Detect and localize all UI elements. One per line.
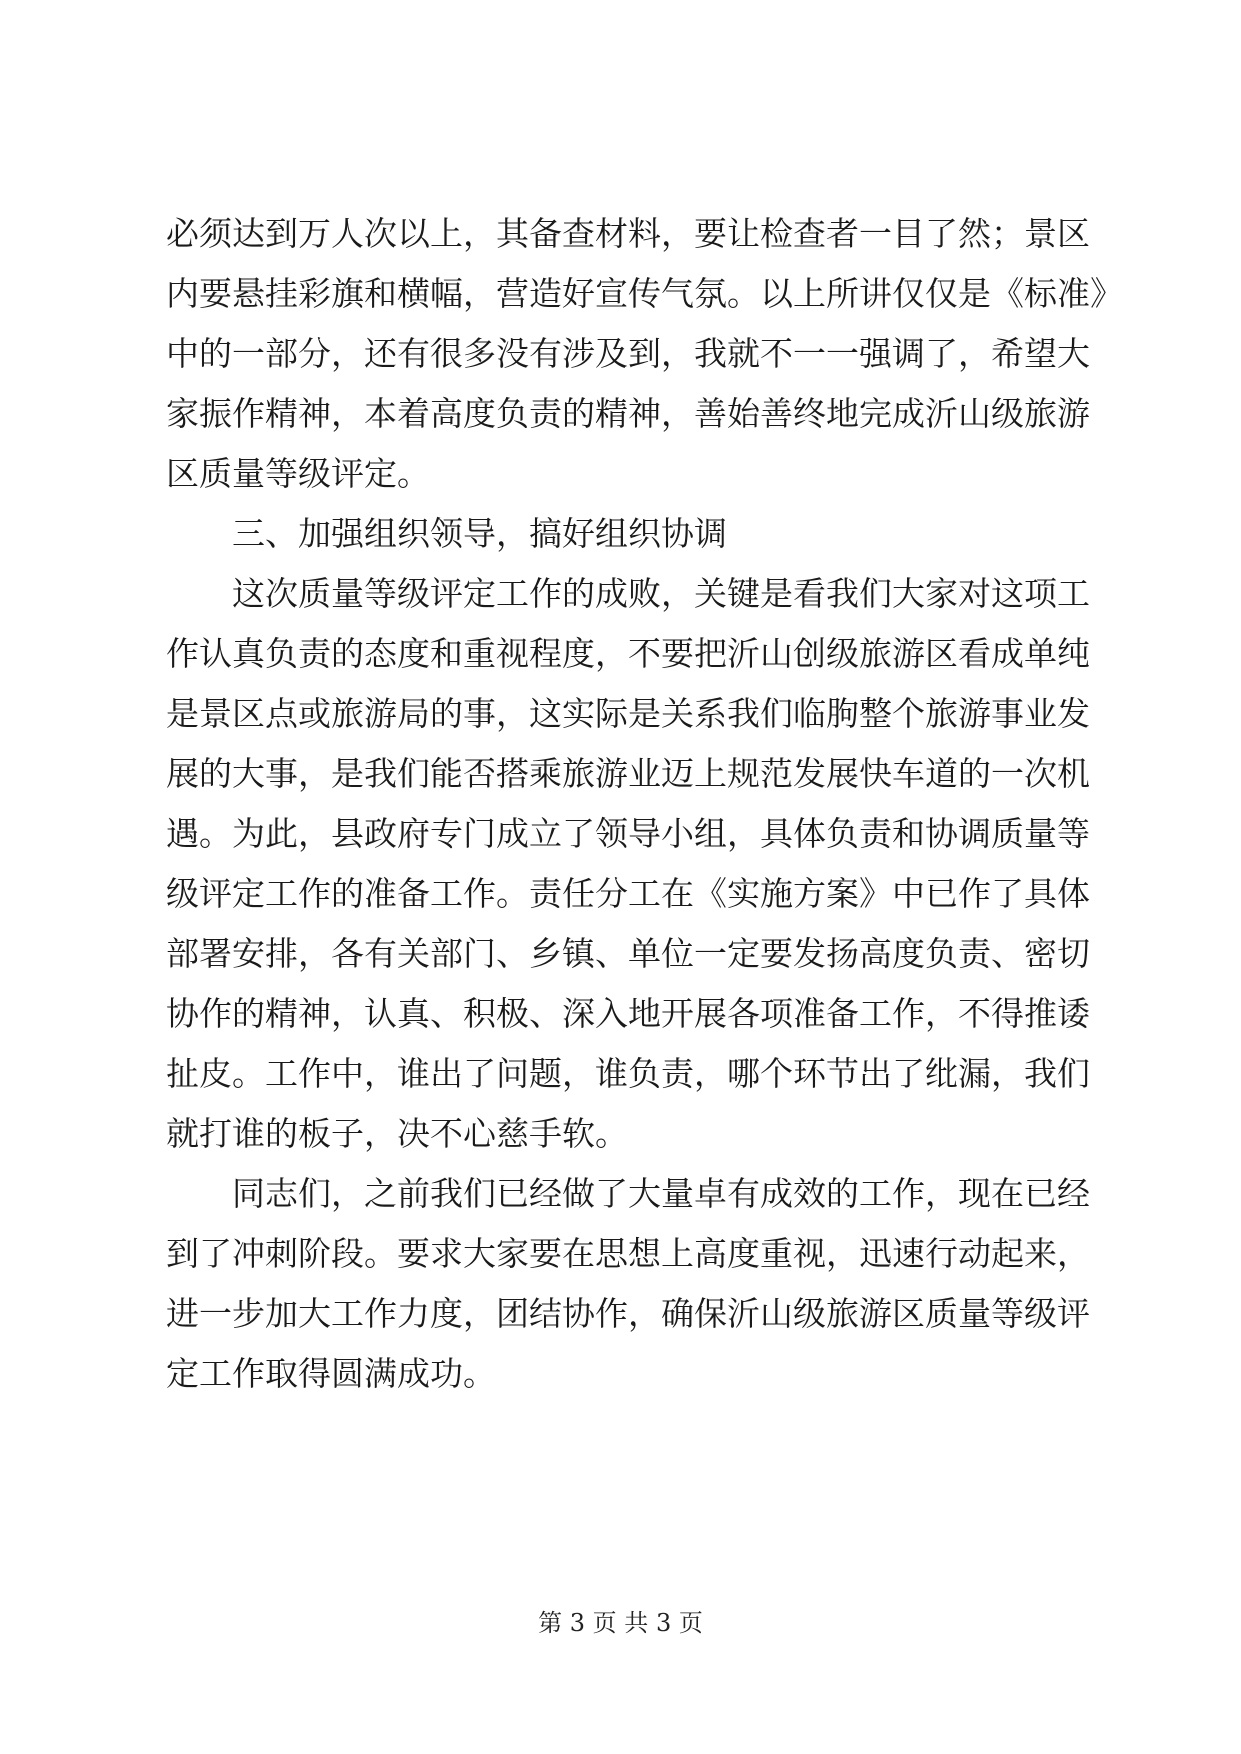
section-heading: 三、加强组织领导，搞好组织协调 — [232, 514, 727, 553]
text-line: 作认真负责的态度和重视程度，不要把沂山创级旅游区看成单纯 — [166, 634, 1090, 673]
text-line: 部署安排，各有关部门、乡镇、单位一定要发扬高度负责、密切 — [166, 934, 1090, 973]
text-line: 协作的精神，认真、积极、深入地开展各项准备工作，不得推诿 — [166, 994, 1090, 1033]
text-line: 必须达到万人次以上，其备查材料，要让检查者一目了然；景区 — [166, 214, 1090, 253]
text-line: 是景区点或旅游局的事，这实际是关系我们临朐整个旅游事业发 — [166, 694, 1090, 733]
text-line: 这次质量等级评定工作的成败，关键是看我们大家对这项工 — [232, 574, 1090, 613]
text-line: 遇。为此，县政府专门成立了领导小组，具体负责和协调质量等 — [166, 814, 1090, 853]
page-number-label: 第 3 页 共 3 页 — [538, 1609, 703, 1637]
text-line: 扯皮。工作中，谁出了问题，谁负责，哪个环节出了纰漏，我们 — [166, 1054, 1090, 1093]
text-line: 到了冲刺阶段。要求大家要在思想上高度重视，迅速行动起来， — [166, 1234, 1090, 1273]
text-line: 区质量等级评定。 — [166, 454, 430, 493]
text-line: 定工作取得圆满成功。 — [166, 1354, 496, 1393]
text-line: 进一步加大工作力度，团结协作，确保沂山级旅游区质量等级评 — [166, 1294, 1090, 1333]
text-line: 同志们，之前我们已经做了大量卓有成效的工作，现在已经 — [232, 1174, 1090, 1213]
document-body — [166, 204, 1123, 1404]
page-footer — [0, 1608, 1241, 1638]
text-line: 级评定工作的准备工作。责任分工在《实施方案》中已作了具体 — [166, 874, 1090, 913]
text-line: 中的一部分，还有很多没有涉及到，我就不一一强调了，希望大 — [166, 334, 1090, 373]
text-line: 内要悬挂彩旗和横幅，营造好宣传气氛。以上所讲仅仅是《标准》 — [166, 274, 1123, 313]
text-line: 就打谁的板子，决不心慈手软。 — [166, 1114, 628, 1153]
text-line: 展的大事，是我们能否搭乘旅游业迈上规范发展快车道的一次机 — [166, 754, 1090, 793]
text-line: 家振作精神，本着高度负责的精神，善始善终地完成沂山级旅游 — [166, 394, 1090, 433]
